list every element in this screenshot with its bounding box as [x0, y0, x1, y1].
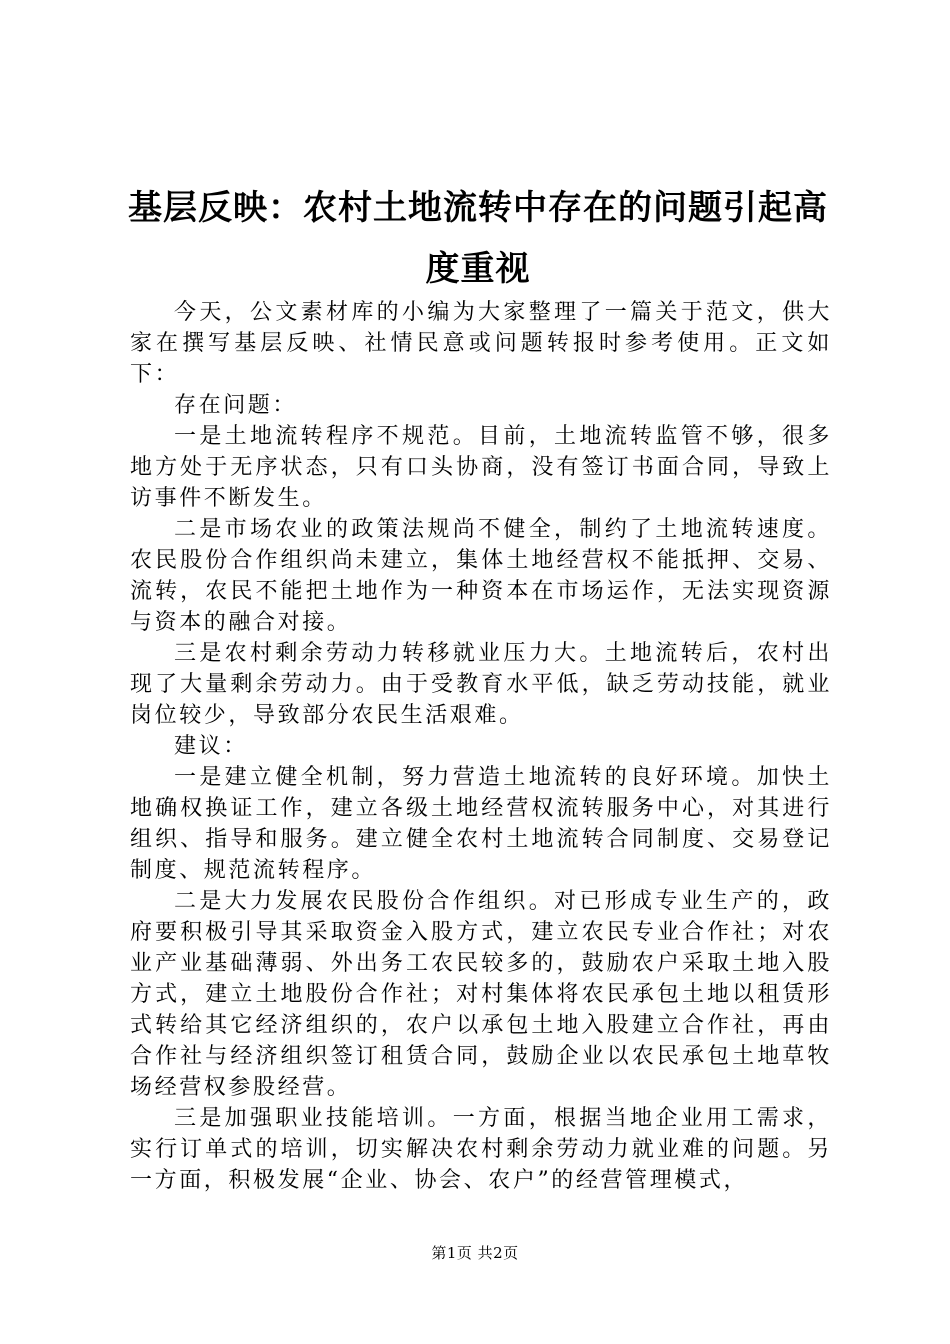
heading-suggestions: 建议：: [174, 734, 248, 759]
page-number-footer: 第1页 共2页: [431, 1244, 519, 1262]
document-title: 基层反映：农村土地流转中存在的问题引起高度重视: [128, 188, 828, 289]
paragraph-suggestion-2: 二是大力发展农民股份合作组织。对已形成专业生产的，政府要积极引导其采取资金入股方式，建立农民专业合作社；对农业产业基础薄弱、外出务工农民较多的，鼓励农户采取土地入股方式，建立土地股份合作社；对村集体将农民承包土地以租赁形式转给其它经济组织的，农户以承包土地入股建立合作社，再由合作社与经济组织签订租赁合同，鼓励企业以农民承包土地草牧场经营权参股经营。: [130, 889, 832, 1100]
document-body: [130, 297, 832, 1196]
paragraph-suggestion-3: 三是加强职业技能培训。一方面，根据当地企业用工需求，实行订单式的培训，切实解决农村剩余劳动力就业难的问题。另一方面，积极发展“企业、协会、农户”的经营管理模式，: [130, 1106, 832, 1193]
paragraph-problem-2: 二是市场农业的政策法规尚不健全，制约了土地流转速度。农民股份合作组织尚未建立，集体土地经营权不能抵押、交易、流转，农民不能把土地作为一种资本在市场运作，无法实现资源与资本的融合对接。: [130, 517, 832, 635]
paragraph-problem-3: 三是农村剩余劳动力转移就业压力大。土地流转后，农村出现了大量剩余劳动力。由于受教育水平低，缺乏劳动技能，就业岗位较少，导致部分农民生活艰难。: [130, 641, 832, 728]
paragraph-intro: 今天，公文素材库的小编为大家整理了一篇关于范文，供大家在撰写基层反映、社情民意或问题转报时参考使用。正文如下：: [130, 300, 832, 387]
heading-problems: 存在问题：: [174, 393, 298, 418]
paragraph-suggestion-1: 一是建立健全机制，努力营造土地流转的良好环境。加快土地确权换证工作，建立各级土地经营权流转服务中心，对其进行组织、指导和服务。建立健全农村土地流转合同制度、交易登记制度、规范流转程序。: [130, 765, 832, 883]
paragraph-problem-1: 一是土地流转程序不规范。目前，土地流转监管不够，很多地方处于无序状态，只有口头协商，没有签订书面合同，导致上访事件不断发生。: [130, 424, 832, 511]
